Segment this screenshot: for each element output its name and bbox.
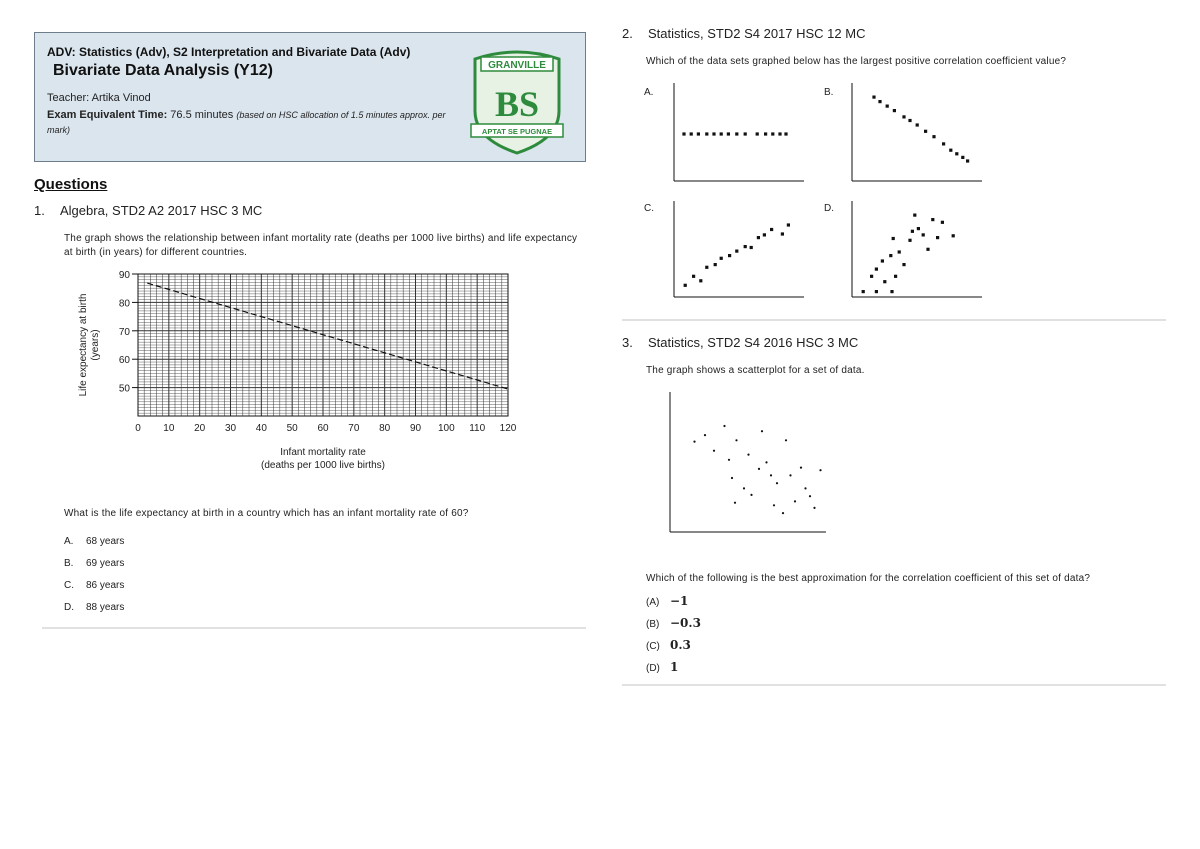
q2-d-point (870, 275, 873, 278)
q2-d-point (913, 214, 916, 217)
course-subtitle: ADV: Statistics (Adv), S2 Interpretation and Bivariate Data (Adv) (47, 45, 411, 59)
q3-point (728, 459, 730, 461)
chart1-trend-line (147, 283, 508, 389)
q3-point (704, 434, 706, 436)
q3-option-a[interactable] (646, 590, 1166, 612)
q1-number: 1. (34, 203, 45, 218)
q2-a-point (778, 132, 781, 135)
chart1-xlabel-2: (deaths per 1000 live births) (261, 460, 385, 471)
q2-d-point (889, 254, 892, 257)
q2-d-point (911, 230, 914, 233)
page-title: Bivariate Data Analysis (Y12) (53, 62, 273, 79)
q2-b-point (961, 156, 964, 159)
q3-point (731, 477, 733, 479)
exam-time-note: (based on HSC allocation of 1.5 minutes approx. per mark) (47, 110, 446, 135)
q2-c-point (744, 245, 747, 248)
q2-d-point (902, 263, 905, 266)
logo-bottom-text: APTAT SE PUGNAE (481, 127, 553, 136)
school-crest-logo (467, 41, 567, 155)
q2-d-point (926, 248, 929, 251)
q1-question: What is the life expectancy at birth in a country which has an infant mortality rate of 60? (64, 508, 469, 519)
q1-option-a[interactable] (64, 531, 586, 553)
q3-point (723, 425, 725, 427)
q2-d-point (922, 233, 925, 236)
q1-option-c-text: 86 years (86, 580, 125, 591)
q3-divider (622, 684, 1166, 686)
q2-c-point (781, 232, 784, 235)
q2-a-point (756, 132, 759, 135)
q2-d-point (908, 239, 911, 242)
q1-option-b-text: 69 years (86, 558, 125, 569)
q3-option-d-letter: (D) (646, 663, 660, 674)
q2-scatter-panels (644, 83, 1024, 305)
chart1-x-tick-label: 20 (194, 423, 206, 434)
q2-panel-d (824, 201, 982, 297)
q2-b-point (966, 159, 969, 162)
q3-option-d-text: 1 (670, 660, 679, 674)
q2-a-point (720, 132, 723, 135)
q3-option-b-letter: (B) (646, 619, 660, 630)
q3-option-b-text: −0.3 (670, 616, 701, 630)
chart1-y-tick-label: 70 (118, 326, 130, 338)
q1-options (64, 531, 586, 619)
questions-heading: Questions (34, 176, 108, 193)
q3-point (743, 487, 745, 489)
q1-text: The graph shows the relationship between infant mortality rate (deaths per 1000 live births) and life expectancy at birth (in years) for different countries. (64, 233, 578, 258)
q1-option-a-letter: A. (64, 536, 74, 547)
exam-time-line (47, 108, 467, 138)
teacher-name: Artika Vinod (91, 92, 151, 104)
q2-panel-c-label: C. (644, 203, 654, 214)
exam-time-label: Exam Equivalent Time: (47, 109, 168, 121)
q3-point (809, 495, 811, 497)
q2-c-point (692, 275, 695, 278)
q2-panel-a-points (682, 132, 787, 135)
q2-a-point (697, 132, 700, 135)
q3-options (646, 590, 1166, 678)
q3-point (770, 474, 772, 476)
q2-panel-a-label: A. (644, 87, 654, 98)
q2-panel-c-points (684, 223, 790, 287)
q3-point (735, 439, 737, 441)
chart1-x-tick-label: 80 (379, 423, 391, 434)
q2-c-point (705, 266, 708, 269)
q3-point (693, 441, 695, 443)
q2-c-point (684, 284, 687, 287)
q2-b-point (942, 142, 945, 145)
q2-d-point (894, 275, 897, 278)
q2-d-point (936, 236, 939, 239)
q2-a-point (771, 132, 774, 135)
q2-d-point (892, 237, 895, 240)
q3-point (785, 439, 787, 441)
exam-time-value: 76.5 minutes (170, 109, 234, 121)
chart1-grid (138, 274, 508, 416)
q2-panel-a (644, 83, 804, 181)
chart1-y-tick-label: 60 (118, 355, 130, 367)
q3-number: 3. (622, 335, 633, 350)
q2-c-point (714, 263, 717, 266)
q3-option-c[interactable] (646, 634, 1166, 656)
q3-point (761, 430, 763, 432)
q2-c-point (770, 228, 773, 231)
chart1-x-tick-label: 110 (469, 423, 486, 434)
q2-b-point (902, 115, 905, 118)
q2-title-text: Statistics, STD2 S4 2017 HSC 12 MC (648, 26, 866, 41)
q3-point (750, 494, 752, 496)
q2-c-point (720, 257, 723, 260)
teacher-label: Teacher: (47, 92, 90, 104)
chart1-x-tick-label: 10 (163, 423, 175, 434)
chart1-x-tick-label: 120 (499, 423, 517, 434)
chart1-x-tick-label: 50 (286, 423, 298, 434)
q2-b-point (886, 105, 889, 108)
q2-d-point (898, 250, 901, 253)
q2-c-point (787, 223, 790, 226)
chart1-x-ticks (135, 423, 517, 434)
q1-option-c[interactable] (64, 575, 586, 597)
q3-point (794, 500, 796, 502)
q3-title-text: Statistics, STD2 S4 2016 HSC 3 MC (648, 335, 859, 350)
right-column (622, 26, 1166, 686)
logo-top-text: GRANVILLE (488, 60, 546, 71)
q1-option-a-text: 68 years (86, 536, 125, 547)
chart1-y-tick-label: 90 (118, 270, 130, 281)
q2-b-point (932, 135, 935, 138)
q3-point (782, 512, 784, 514)
q2-d-point (881, 259, 884, 262)
q1-title-text: Algebra, STD2 A2 2017 HSC 3 MC (60, 203, 263, 218)
q3-point (734, 502, 736, 504)
q2-a-point (735, 132, 738, 135)
q2-d-point (883, 280, 886, 283)
chart1-x-tick-label: 0 (135, 423, 141, 434)
q2-c-point (763, 233, 766, 236)
logo-letters: BS (494, 84, 540, 124)
q2-d-point (917, 227, 920, 230)
q3-option-c-text: 0.3 (670, 638, 691, 652)
chart1-x-tick-label: 30 (224, 423, 237, 434)
q1-option-b-letter: B. (64, 558, 74, 569)
chart1-y-ticks (119, 270, 138, 395)
q2-c-point (735, 250, 738, 253)
q1-divider (42, 627, 586, 629)
q2-a-point (712, 132, 715, 135)
q2-b-point (924, 130, 927, 133)
q2-title (622, 26, 1166, 41)
q2-a-point (744, 132, 747, 135)
q2-a-point (784, 132, 787, 135)
q2-b-point (955, 152, 958, 155)
chart1-y-tick-label: 50 (118, 383, 130, 395)
q3-point (776, 482, 778, 484)
q3-option-a-text: −1 (670, 594, 689, 608)
q2-c-point (757, 236, 760, 239)
q3-text: The graph shows a scatterplot for a set of data. (646, 365, 865, 376)
q1-option-d-text: 88 years (86, 602, 125, 613)
q3-option-c-letter: (C) (646, 641, 660, 652)
q2-a-point (764, 132, 767, 135)
q2-b-point (893, 109, 896, 112)
q2-b-point (916, 123, 919, 126)
q3-question: Which of the following is the best approximation for the correlation coefficient of this set of data? (646, 573, 1091, 584)
header-box (34, 32, 586, 162)
q3-point (819, 469, 821, 471)
chart1-x-tick-label: 60 (317, 423, 329, 434)
q3-points (693, 425, 821, 514)
left-column (34, 32, 586, 629)
q3-point (765, 461, 767, 463)
q2-text: Which of the data sets graphed below has the largest positive correlation coefficient value? (646, 56, 1067, 67)
q2-panel-b-points (872, 96, 969, 163)
chart1-xlabel-1: Infant mortality rate (280, 447, 366, 458)
q2-a-point (727, 132, 730, 135)
q1-option-b[interactable] (64, 553, 586, 575)
q2-b-point (878, 100, 881, 103)
q2-b-point (908, 119, 911, 122)
q1-option-d[interactable] (64, 597, 586, 619)
q2-d-point (875, 290, 878, 293)
q3-point (789, 474, 791, 476)
q3-option-a-letter: (A) (646, 597, 660, 608)
q3-point (713, 450, 715, 452)
q3-option-b[interactable] (646, 612, 1166, 634)
q2-a-point (705, 132, 708, 135)
q2-a-point (682, 132, 685, 135)
q2-d-point (875, 268, 878, 271)
q2-a-point (690, 132, 693, 135)
q2-d-point (890, 290, 893, 293)
q2-panel-d-label: D. (824, 203, 834, 214)
q3-point (804, 487, 806, 489)
q3-point (747, 454, 749, 456)
q2-number: 2. (622, 26, 633, 41)
q1-title (34, 203, 586, 218)
q1-option-d-letter: D. (64, 602, 74, 613)
chart1-x-tick-label: 100 (437, 423, 455, 434)
q3-point (800, 467, 802, 469)
q2-d-point (941, 221, 944, 224)
chart1-x-tick-label: 70 (348, 423, 360, 434)
chart1-ylabel-2: (years) (90, 329, 101, 361)
chart1-y-tick-label: 80 (118, 298, 130, 310)
q2-panel-b (824, 83, 982, 181)
q3-point (773, 504, 775, 506)
q2-b-point (872, 96, 875, 99)
q2-panel-c (644, 201, 804, 297)
chart1-ylabel-1: Life expectancy at birth (78, 293, 89, 397)
q1-option-c-letter: C. (64, 580, 74, 591)
chart1-x-tick-label: 40 (255, 423, 267, 434)
q2-c-point (699, 279, 702, 282)
q2-divider (622, 319, 1166, 321)
q2-d-point (952, 234, 955, 237)
q2-c-point (750, 246, 753, 249)
q3-option-d[interactable] (646, 656, 1166, 678)
q2-panel-d-points (862, 214, 955, 294)
q2-d-point (931, 218, 934, 221)
q3-point (813, 507, 815, 509)
chart1-x-tick-label: 90 (409, 423, 422, 434)
q2-c-point (728, 254, 731, 257)
q3-scatterplot (668, 392, 838, 542)
life-expectancy-chart (74, 270, 544, 485)
q2-b-point (949, 149, 952, 152)
q2-d-point (862, 290, 865, 293)
q3-point (758, 468, 760, 470)
q3-title (622, 335, 1166, 350)
q2-panel-b-label: B. (824, 87, 834, 98)
